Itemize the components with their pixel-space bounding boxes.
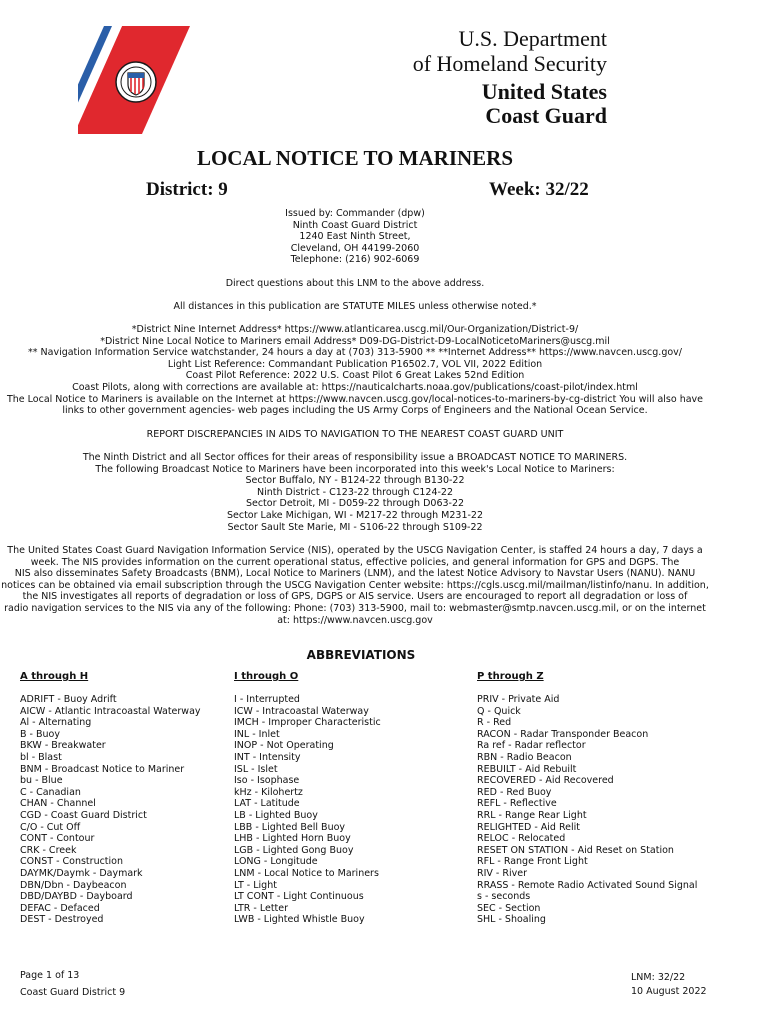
abbreviation-item: C/O - Cut Off [20, 821, 81, 833]
cg-line-2: Coast Guard [485, 103, 607, 128]
nis-line: at: https://www.navcen.uscg.gov [277, 614, 433, 626]
distances-note: All distances in this publication are STATUTE MILES unless otherwise noted.* [173, 301, 537, 312]
abbreviation-item: LONG - Longitude [234, 856, 318, 868]
abbreviation-item: LT - Light [234, 879, 277, 891]
abbreviation-item: RESET ON STATION - Aid Reset on Station [477, 844, 674, 856]
footer-district: Coast Guard District 9 [20, 987, 126, 998]
abbreviation-item: REFL - Reflective [477, 798, 557, 810]
info-line: Coast Pilot Reference: 2022 U.S. Coast Pilot 6 Great Lakes 52nd Edition [185, 370, 525, 382]
abbreviation-item: RELIGHTED - Aid Relit [477, 821, 581, 833]
abbreviation-item: CONST - Construction [20, 856, 124, 868]
abbreviation-item: CHAN - Channel [20, 798, 96, 810]
issuer-line: Issued by: Commander (dpw) [285, 208, 425, 219]
abbreviation-item: LBB - Lighted Bell Buoy [234, 821, 346, 833]
info-line: Light List Reference: Commandant Publication P16502.7, VOL VII, 2022 Edition [167, 358, 543, 370]
info-line: *District Nine Local Notice to Mariners email Address* D09-DG-District-D9-LocalNoticetoMariners@uscg.mil [100, 335, 610, 347]
abbreviation-item: DBN/Dbn - Daybeacon [20, 879, 127, 891]
info-line: Coast Pilots, along with corrections are available at: https://nauticalcharts.noaa.gov/publications/coast-pilot/index.html [72, 381, 638, 393]
abbreviations-heading: ABBREVIATIONS [306, 648, 416, 662]
abbreviation-item: LT CONT - Light Continuous [234, 891, 364, 903]
abbreviation-item: RRL - Range Rear Light [477, 809, 587, 821]
abbreviation-item: RECOVERED - Aid Recovered [477, 775, 614, 787]
nis-line: week. The NIS provides information on the current operational status, effective policies, and general information for GPS and DGPS. The [30, 556, 680, 568]
abbreviation-item: DAYMK/Daymk - Daymark [20, 867, 143, 879]
abbreviation-item: Ra ref - Radar reflector [477, 740, 586, 752]
nis-line: the NIS investigates all reports of degradation or loss of GPS, DGPS or AIS service. Users are encouraged to report all degradation or loss of [22, 591, 688, 603]
issuer-line: Ninth Coast Guard District [292, 219, 418, 231]
abbreviation-item: Q - Quick [477, 705, 521, 717]
info-line: links to other government agencies- web pages including the US Army Corps of Engineers and the National Ocean Service. [62, 405, 648, 417]
abbreviation-item: LB - Lighted Buoy [234, 809, 318, 821]
issuer-block [0, 208, 710, 266]
abbreviation-item: LNM - Local Notice to Mariners [234, 867, 379, 879]
broadcast-line: The Ninth District and all Sector offices for their areas of responsibility issue a BROADCAST NOTICE TO MARINERS. [82, 452, 628, 463]
nis-line: NIS also disseminates Safety Broadcasts (BNM), Local Notice to Mariners (LNM), and the latest Notice Advisory to Navstar Users (NANU). NANU [14, 568, 696, 580]
week-label: Week: 32/22 [489, 179, 589, 200]
abbreviation-column-p-z [477, 694, 697, 926]
cg-line-1: United States [481, 79, 607, 104]
abbreviation-item: DEST - Destroyed [20, 914, 104, 926]
abbreviation-item: BKW - Breakwater [20, 740, 106, 752]
abbreviation-column-i-o [234, 694, 381, 926]
abbreviation-item: CONT - Contour [20, 833, 95, 845]
nis-line: notices can be obtained via email subscription through the USCG Navigation Center website: https://cgls.uscg.mil/mailman/listinfo/nanu. In addition, [1, 579, 709, 591]
abbreviation-item: RFL - Range Front Light [477, 856, 588, 868]
abbreviation-item: RRASS - Remote Radio Activated Sound Signal [477, 879, 698, 891]
coast-guard-logo [78, 26, 190, 134]
abbreviation-item: RIV - River [477, 867, 527, 879]
abbreviation-item: LHB - Lighted Horn Buoy [234, 833, 351, 845]
abbreviation-item: CRK - Creek [20, 844, 77, 856]
nis-line: The United States Coast Guard Navigation Information Service (NIS), operated by the USCG Navigation Center, is staffed 24 hours a day, 7 days a [7, 545, 703, 556]
abbreviation-item: ADRIFT - Buoy Adrift [20, 694, 117, 705]
page-number: Page 1 of 13 [20, 970, 80, 981]
broadcast-line: Sector Buffalo, NY - B124-22 through B130-22 [245, 475, 465, 487]
abbreviation-item: RELOC - Relocated [477, 833, 566, 845]
abbreviation-item: bu - Blue [20, 775, 63, 787]
info-line: *District Nine Internet Address* https://www.atlanticarea.uscg.mil/Our-Organization/District-9/ [131, 324, 579, 335]
broadcast-line: Sector Detroit, MI - D059-22 through D063-22 [245, 498, 465, 510]
department-heading [413, 26, 607, 76]
abbreviation-item: DBD/DAYBD - Dayboard [20, 891, 133, 903]
info-line: ** Navigation Information Service watchstander, 24 hours a day at (703) 313-5900 ** **Internet Address** https://www.navcen.uscg.gov/ [28, 347, 682, 359]
abbreviation-item: B - Buoy [20, 728, 60, 740]
abbreviation-item: LGB - Lighted Gong Buoy [234, 844, 354, 856]
abbreviation-column-a-h [20, 694, 201, 926]
abbreviation-item: Al - Alternating [20, 717, 92, 729]
dept-line-2: of Homeland Security [412, 51, 607, 76]
report-discrepancies: REPORT DISCREPANCIES IN AIDS TO NAVIGATION TO THE NEAREST COAST GUARD UNIT [146, 429, 564, 440]
abbreviation-item: RED - Red Buoy [477, 786, 552, 798]
abbreviation-item: SEC - Section [477, 902, 541, 914]
abbreviation-item: INOP - Not Operating [234, 740, 334, 752]
broadcast-line: Sector Sault Ste Marie, MI - S106-22 through S109-22 [227, 521, 483, 533]
info-line: The Local Notice to Mariners is available on the Internet at https://www.navcen.uscg.gov/local-notices-to-mariners-by-cg-district You will also have [6, 393, 704, 405]
abbreviation-item: AICW - Atlantic Intracoastal Waterway [20, 705, 201, 717]
column-heading-i-o: I through O [234, 671, 299, 682]
abbreviation-item: C - Canadian [20, 786, 81, 798]
abbreviation-item: INL - Inlet [234, 728, 280, 740]
column-heading-a-h: A through H [20, 671, 89, 682]
broadcast-line: Sector Lake Michigan, WI - M217-22 through M231-22 [226, 509, 484, 521]
nis-paragraph [0, 545, 710, 626]
abbreviation-item: bl - Blast [20, 751, 62, 763]
abbreviation-item: INT - Intensity [234, 751, 301, 763]
abbreviation-item: kHz - Kilohertz [234, 786, 303, 798]
abbreviation-item: BNM - Broadcast Notice to Mariner [20, 763, 185, 775]
abbreviation-item: ICW - Intracoastal Waterway [234, 705, 369, 717]
abbreviation-item: RACON - Radar Transponder Beacon [477, 728, 649, 740]
issuer-line: 1240 East Ninth Street, [299, 231, 411, 243]
column-heading-p-z: P through Z [477, 671, 544, 682]
abbreviation-item: DEFAC - Defaced [20, 902, 100, 914]
abbreviation-item: s - seconds [477, 891, 531, 903]
broadcast-line: Ninth District - C123-22 through C124-22 [256, 486, 454, 498]
abbreviation-item: I - Interrupted [234, 694, 300, 705]
footer-lnm: LNM: 32/22 [631, 972, 686, 983]
document-title: LOCAL NOTICE TO MARINERS [196, 146, 514, 170]
abbreviation-item: CGD - Coast Guard District [20, 809, 147, 821]
district-label: District: 9 [146, 179, 228, 200]
abbreviation-item: IMCH - Improper Characteristic [234, 717, 381, 729]
broadcast-line: The following Broadcast Notice to Mariners have been incorporated into this week's Local Notice to Mariners: [95, 463, 615, 475]
coast-guard-heading [482, 80, 607, 128]
footer-right [631, 971, 707, 999]
issuer-line: Cleveland, OH 44199-2060 [290, 242, 420, 254]
abbreviation-item: RBN - Radio Beacon [477, 751, 572, 763]
issuer-line: Telephone: (216) 902-6069 [290, 254, 420, 266]
abbreviation-item: R - Red [477, 717, 512, 729]
abbreviation-item: LTR - Letter [234, 902, 289, 914]
abbreviation-item: LAT - Latitude [234, 798, 300, 810]
nis-line: radio navigation services to the NIS via any of the following: Phone: (703) 313-5900, mail to: webmaster@smtp.navcen.uscg.mil, or on the internet [4, 602, 706, 614]
shield-emblem-icon [116, 62, 156, 102]
abbreviation-item: PRIV - Private Aid [477, 694, 560, 705]
abbreviation-item: Iso - Isophase [234, 775, 300, 787]
abbreviation-item: LWB - Lighted Whistle Buoy [234, 914, 365, 926]
direct-questions: Direct questions about this LNM to the above address. [225, 278, 485, 289]
broadcast-block [0, 452, 710, 533]
info-block [0, 324, 710, 417]
dept-line-1: U.S. Department [458, 26, 607, 51]
footer-date: 10 August 2022 [631, 986, 707, 997]
footer-left [20, 967, 125, 1001]
abbreviation-item: ISL - Islet [234, 763, 278, 775]
abbreviation-item: REBUILT - Aid Rebuilt [477, 763, 577, 775]
abbreviation-item: SHL - Shoaling [477, 914, 546, 926]
